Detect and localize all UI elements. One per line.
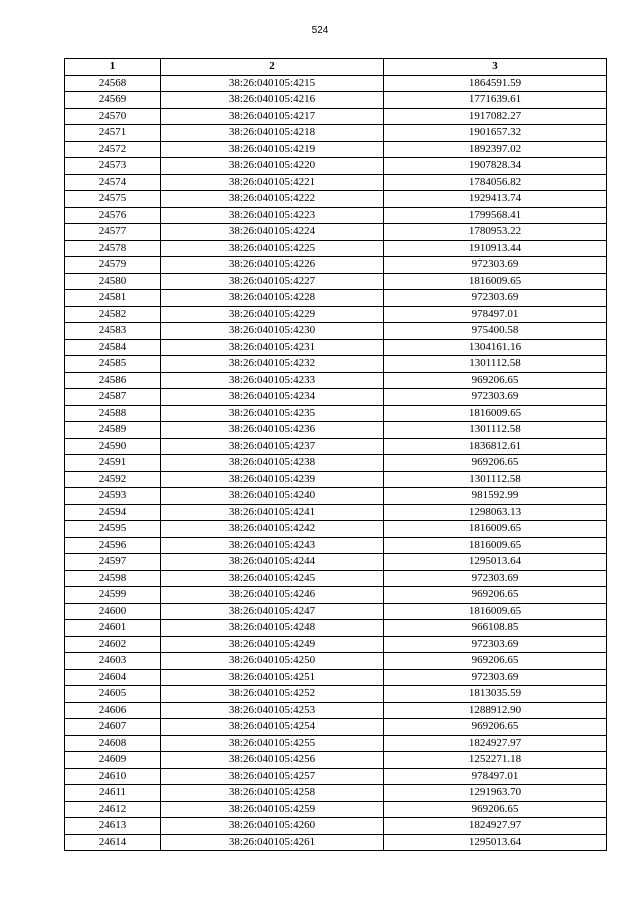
cell-value: 1824927.97 bbox=[384, 818, 607, 835]
cell-number: 24604 bbox=[65, 669, 161, 686]
cell-number: 24589 bbox=[65, 422, 161, 439]
cell-cadastral-number: 38:26:040105:4250 bbox=[161, 653, 384, 670]
table-row bbox=[65, 521, 607, 538]
table-row bbox=[65, 224, 607, 241]
cell-number: 24579 bbox=[65, 257, 161, 274]
cell-value: 1816009.65 bbox=[384, 537, 607, 554]
cell-number: 24613 bbox=[65, 818, 161, 835]
table-row bbox=[65, 75, 607, 92]
table-row bbox=[65, 125, 607, 142]
table-row bbox=[65, 141, 607, 158]
cell-value: 972303.69 bbox=[384, 636, 607, 653]
cell-value: 1816009.65 bbox=[384, 521, 607, 538]
cell-value: 1864591.59 bbox=[384, 75, 607, 92]
table-row bbox=[65, 768, 607, 785]
table-row bbox=[65, 653, 607, 670]
cell-number: 24595 bbox=[65, 521, 161, 538]
cell-number: 24580 bbox=[65, 273, 161, 290]
cell-cadastral-number: 38:26:040105:4224 bbox=[161, 224, 384, 241]
table-row bbox=[65, 603, 607, 620]
cell-value: 978497.01 bbox=[384, 306, 607, 323]
table-row bbox=[65, 455, 607, 472]
cell-value: 1907828.34 bbox=[384, 158, 607, 175]
cell-cadastral-number: 38:26:040105:4259 bbox=[161, 801, 384, 818]
cell-value: 1295013.64 bbox=[384, 554, 607, 571]
cell-value: 1784056.82 bbox=[384, 174, 607, 191]
cell-number: 24605 bbox=[65, 686, 161, 703]
cell-cadastral-number: 38:26:040105:4244 bbox=[161, 554, 384, 571]
cell-number: 24599 bbox=[65, 587, 161, 604]
cell-number: 24606 bbox=[65, 702, 161, 719]
cell-cadastral-number: 38:26:040105:4239 bbox=[161, 471, 384, 488]
cell-number: 24581 bbox=[65, 290, 161, 307]
cell-cadastral-number: 38:26:040105:4254 bbox=[161, 719, 384, 736]
cell-value: 969206.65 bbox=[384, 653, 607, 670]
cell-cadastral-number: 38:26:040105:4225 bbox=[161, 240, 384, 257]
cell-number: 24609 bbox=[65, 752, 161, 769]
table-row bbox=[65, 488, 607, 505]
cell-number: 24576 bbox=[65, 207, 161, 224]
cell-number: 24571 bbox=[65, 125, 161, 142]
cell-number: 24592 bbox=[65, 471, 161, 488]
cell-value: 969206.65 bbox=[384, 587, 607, 604]
cell-value: 969206.65 bbox=[384, 719, 607, 736]
table-row bbox=[65, 438, 607, 455]
table-row bbox=[65, 389, 607, 406]
cell-cadastral-number: 38:26:040105:4230 bbox=[161, 323, 384, 340]
cell-cadastral-number: 38:26:040105:4221 bbox=[161, 174, 384, 191]
cell-cadastral-number: 38:26:040105:4253 bbox=[161, 702, 384, 719]
cell-value: 1301112.58 bbox=[384, 471, 607, 488]
cell-number: 24585 bbox=[65, 356, 161, 373]
table-row bbox=[65, 686, 607, 703]
page-number: 524 bbox=[311, 25, 329, 36]
table-row bbox=[65, 108, 607, 125]
cell-number: 24582 bbox=[65, 306, 161, 323]
cell-number: 24588 bbox=[65, 405, 161, 422]
cell-cadastral-number: 38:26:040105:4261 bbox=[161, 834, 384, 851]
cell-value: 1824927.97 bbox=[384, 735, 607, 752]
cell-number: 24587 bbox=[65, 389, 161, 406]
table-row bbox=[65, 537, 607, 554]
cell-number: 24597 bbox=[65, 554, 161, 571]
cell-number: 24575 bbox=[65, 191, 161, 208]
cell-cadastral-number: 38:26:040105:4237 bbox=[161, 438, 384, 455]
table-row bbox=[65, 801, 607, 818]
table-row bbox=[65, 735, 607, 752]
header-row bbox=[65, 59, 607, 76]
cell-value: 1291963.70 bbox=[384, 785, 607, 802]
table-row bbox=[65, 785, 607, 802]
cell-value: 1901657.32 bbox=[384, 125, 607, 142]
cell-value: 1771639.61 bbox=[384, 92, 607, 109]
cell-cadastral-number: 38:26:040105:4218 bbox=[161, 125, 384, 142]
cell-value: 966108.85 bbox=[384, 620, 607, 637]
cell-number: 24577 bbox=[65, 224, 161, 241]
table-row bbox=[65, 158, 607, 175]
cell-cadastral-number: 38:26:040105:4220 bbox=[161, 158, 384, 175]
cell-cadastral-number: 38:26:040105:4242 bbox=[161, 521, 384, 538]
table-header bbox=[65, 59, 607, 76]
table-row bbox=[65, 471, 607, 488]
cell-number: 24607 bbox=[65, 719, 161, 736]
cell-value: 975400.58 bbox=[384, 323, 607, 340]
cell-value: 1910913.44 bbox=[384, 240, 607, 257]
cell-number: 24569 bbox=[65, 92, 161, 109]
table-body bbox=[65, 75, 607, 851]
cell-number: 24573 bbox=[65, 158, 161, 175]
cell-cadastral-number: 38:26:040105:4232 bbox=[161, 356, 384, 373]
cell-cadastral-number: 38:26:040105:4245 bbox=[161, 570, 384, 587]
table-row bbox=[65, 240, 607, 257]
table-row bbox=[65, 570, 607, 587]
table-row bbox=[65, 702, 607, 719]
cell-number: 24601 bbox=[65, 620, 161, 637]
table-row bbox=[65, 257, 607, 274]
table-row bbox=[65, 306, 607, 323]
cell-number: 24603 bbox=[65, 653, 161, 670]
column-header-2: 2 bbox=[161, 59, 384, 76]
cell-value: 1836812.61 bbox=[384, 438, 607, 455]
cell-cadastral-number: 38:26:040105:4229 bbox=[161, 306, 384, 323]
cell-number: 24614 bbox=[65, 834, 161, 851]
cell-number: 24593 bbox=[65, 488, 161, 505]
cell-value: 1816009.65 bbox=[384, 405, 607, 422]
cell-cadastral-number: 38:26:040105:4226 bbox=[161, 257, 384, 274]
cell-value: 1799568.41 bbox=[384, 207, 607, 224]
cell-number: 24596 bbox=[65, 537, 161, 554]
cell-value: 1288912.90 bbox=[384, 702, 607, 719]
table-row bbox=[65, 273, 607, 290]
table-row bbox=[65, 323, 607, 340]
cell-number: 24594 bbox=[65, 504, 161, 521]
cell-number: 24608 bbox=[65, 735, 161, 752]
cell-value: 1780953.22 bbox=[384, 224, 607, 241]
cell-value: 969206.65 bbox=[384, 372, 607, 389]
cell-number: 24584 bbox=[65, 339, 161, 356]
table-row bbox=[65, 339, 607, 356]
cell-number: 24572 bbox=[65, 141, 161, 158]
table-row bbox=[65, 207, 607, 224]
cell-cadastral-number: 38:26:040105:4249 bbox=[161, 636, 384, 653]
cell-value: 1295013.64 bbox=[384, 834, 607, 851]
cell-cadastral-number: 38:26:040105:4228 bbox=[161, 290, 384, 307]
cell-cadastral-number: 38:26:040105:4243 bbox=[161, 537, 384, 554]
cell-cadastral-number: 38:26:040105:4252 bbox=[161, 686, 384, 703]
cell-cadastral-number: 38:26:040105:4235 bbox=[161, 405, 384, 422]
table-row bbox=[65, 191, 607, 208]
table-row bbox=[65, 669, 607, 686]
cell-cadastral-number: 38:26:040105:4246 bbox=[161, 587, 384, 604]
cell-cadastral-number: 38:26:040105:4233 bbox=[161, 372, 384, 389]
cell-value: 969206.65 bbox=[384, 455, 607, 472]
cell-cadastral-number: 38:26:040105:4248 bbox=[161, 620, 384, 637]
cell-value: 1252271.18 bbox=[384, 752, 607, 769]
cell-value: 972303.69 bbox=[384, 290, 607, 307]
table-row bbox=[65, 587, 607, 604]
cell-number: 24590 bbox=[65, 438, 161, 455]
cell-cadastral-number: 38:26:040105:4222 bbox=[161, 191, 384, 208]
cell-value: 1892397.02 bbox=[384, 141, 607, 158]
cell-number: 24568 bbox=[65, 75, 161, 92]
table-row bbox=[65, 174, 607, 191]
cell-cadastral-number: 38:26:040105:4251 bbox=[161, 669, 384, 686]
cell-cadastral-number: 38:26:040105:4258 bbox=[161, 785, 384, 802]
table-row bbox=[65, 834, 607, 851]
cell-cadastral-number: 38:26:040105:4223 bbox=[161, 207, 384, 224]
table-row bbox=[65, 372, 607, 389]
table-row bbox=[65, 422, 607, 439]
cell-number: 24586 bbox=[65, 372, 161, 389]
table-row bbox=[65, 818, 607, 835]
cell-value: 972303.69 bbox=[384, 570, 607, 587]
cell-cadastral-number: 38:26:040105:4227 bbox=[161, 273, 384, 290]
cell-number: 24612 bbox=[65, 801, 161, 818]
cell-cadastral-number: 38:26:040105:4260 bbox=[161, 818, 384, 835]
cell-number: 24591 bbox=[65, 455, 161, 472]
cell-number: 24574 bbox=[65, 174, 161, 191]
cell-cadastral-number: 38:26:040105:4234 bbox=[161, 389, 384, 406]
cell-cadastral-number: 38:26:040105:4255 bbox=[161, 735, 384, 752]
cell-number: 24611 bbox=[65, 785, 161, 802]
cell-cadastral-number: 38:26:040105:4231 bbox=[161, 339, 384, 356]
table-row bbox=[65, 554, 607, 571]
table-row bbox=[65, 356, 607, 373]
table-row bbox=[65, 290, 607, 307]
cell-cadastral-number: 38:26:040105:4216 bbox=[161, 92, 384, 109]
cell-value: 1301112.58 bbox=[384, 422, 607, 439]
cell-value: 1816009.65 bbox=[384, 603, 607, 620]
cell-number: 24598 bbox=[65, 570, 161, 587]
table-row bbox=[65, 405, 607, 422]
cell-value: 972303.69 bbox=[384, 257, 607, 274]
cell-cadastral-number: 38:26:040105:4236 bbox=[161, 422, 384, 439]
cell-cadastral-number: 38:26:040105:4241 bbox=[161, 504, 384, 521]
table-row bbox=[65, 752, 607, 769]
cell-cadastral-number: 38:26:040105:4257 bbox=[161, 768, 384, 785]
cell-value: 1917082.27 bbox=[384, 108, 607, 125]
cell-value: 1304161.16 bbox=[384, 339, 607, 356]
cell-value: 972303.69 bbox=[384, 669, 607, 686]
cell-value: 981592.99 bbox=[384, 488, 607, 505]
table-row bbox=[65, 719, 607, 736]
cell-number: 24602 bbox=[65, 636, 161, 653]
table-row bbox=[65, 504, 607, 521]
cell-number: 24583 bbox=[65, 323, 161, 340]
cell-cadastral-number: 38:26:040105:4238 bbox=[161, 455, 384, 472]
column-header-1: 1 bbox=[65, 59, 161, 76]
cell-number: 24610 bbox=[65, 768, 161, 785]
cell-cadastral-number: 38:26:040105:4215 bbox=[161, 75, 384, 92]
cell-cadastral-number: 38:26:040105:4217 bbox=[161, 108, 384, 125]
cell-value: 1813035.59 bbox=[384, 686, 607, 703]
cell-value: 969206.65 bbox=[384, 801, 607, 818]
cell-cadastral-number: 38:26:040105:4247 bbox=[161, 603, 384, 620]
cell-value: 1301112.58 bbox=[384, 356, 607, 373]
cell-value: 1816009.65 bbox=[384, 273, 607, 290]
cell-number: 24600 bbox=[65, 603, 161, 620]
data-table bbox=[64, 58, 607, 851]
table-row bbox=[65, 636, 607, 653]
cell-cadastral-number: 38:26:040105:4240 bbox=[161, 488, 384, 505]
cell-cadastral-number: 38:26:040105:4219 bbox=[161, 141, 384, 158]
table-row bbox=[65, 92, 607, 109]
column-header-3: 3 bbox=[384, 59, 607, 76]
table-row bbox=[65, 620, 607, 637]
cell-value: 972303.69 bbox=[384, 389, 607, 406]
cell-value: 1929413.74 bbox=[384, 191, 607, 208]
cell-cadastral-number: 38:26:040105:4256 bbox=[161, 752, 384, 769]
cell-value: 1298063.13 bbox=[384, 504, 607, 521]
cell-number: 24570 bbox=[65, 108, 161, 125]
cell-value: 978497.01 bbox=[384, 768, 607, 785]
cell-number: 24578 bbox=[65, 240, 161, 257]
